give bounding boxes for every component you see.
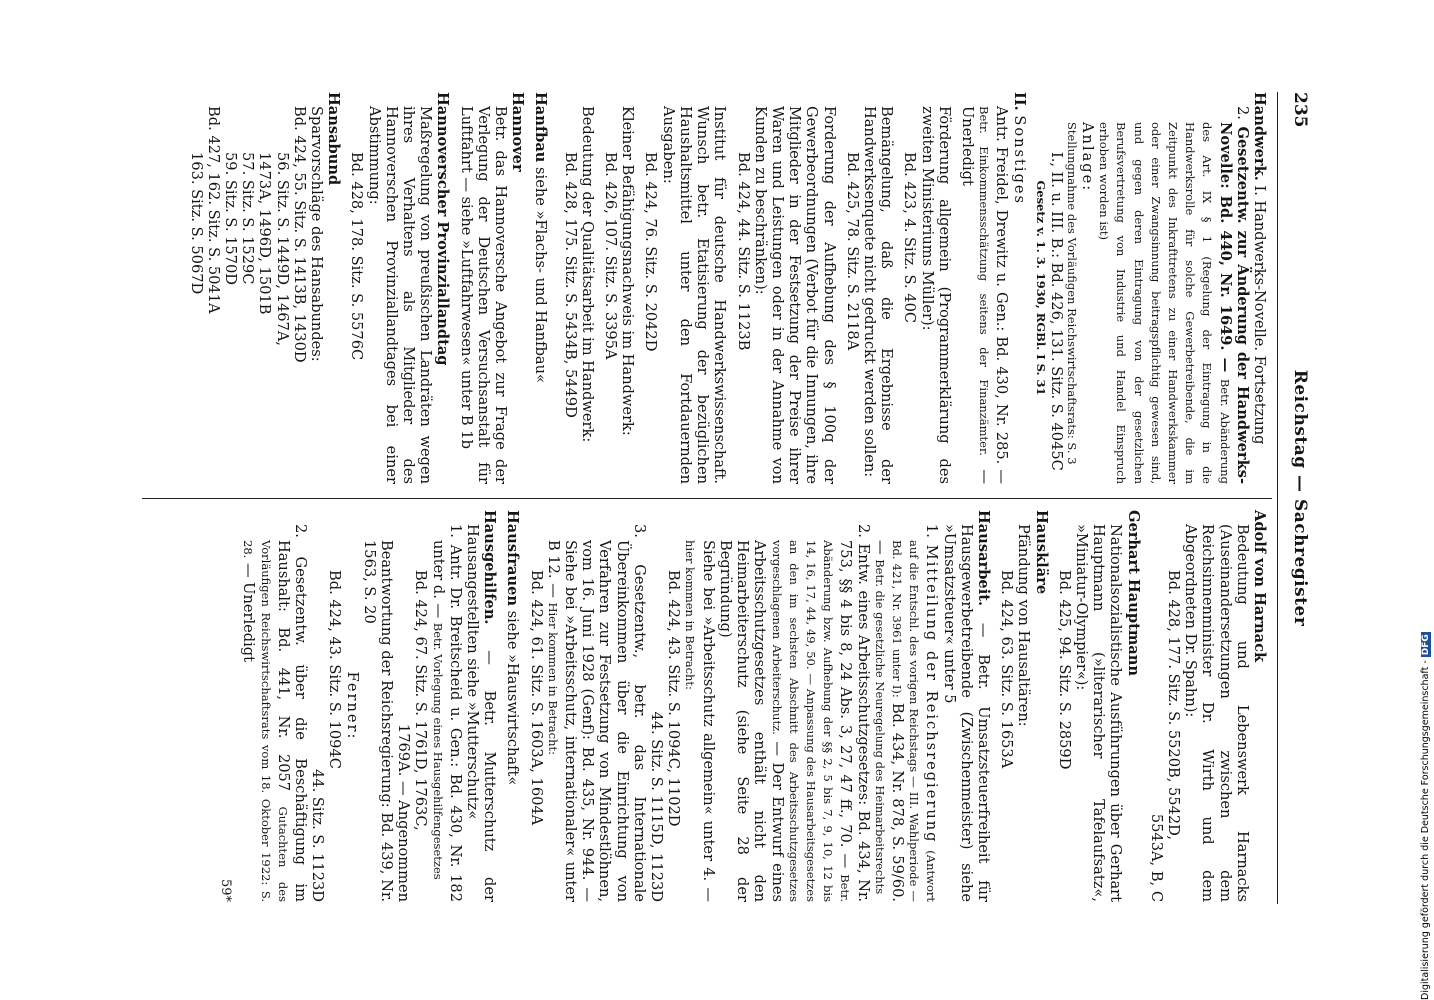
item-text: Gesetzentw. zur Änderung der Handwerks-Novelle: Bd. 440, Nr. 1649. — [1216, 122, 1251, 484]
item-ref: 44. Sitz. S. 1115D, 1123D [648, 711, 666, 902]
signature-mark: 59* [218, 878, 234, 902]
entry-ref: Bd. 427, 162. Sitz. S. 5041A [204, 106, 222, 314]
page-number: 235 [1290, 92, 1310, 128]
item-text: Entw. eines Arbeitsschutzgesetzes: Bd. 434, Nr. 753, §§ 4 bis 8, 24 Abs. 3, 27, 47 ff., 70. — [837, 540, 872, 902]
entry-ref: 56. Sitz. S. 1449D, 1467A, [273, 152, 291, 347]
subentry-ref: Bd. 428, 175. Sitz. S. 5434B, 5449D [561, 152, 579, 418]
anlage-note: Stellungnahme des Vorläufigen Reichswirtschaftsrats: S. 3 [1064, 122, 1079, 465]
subentry-text: Forderung der Aufhebung des § 100q der Gewerbeordnungen (Verbot für die Innungen, ihre Mitglieder in der Festsetzung der Preise ihrer Waren und Leistungen oder in der Annahme von Kunden zu beschränken): [751, 106, 838, 484]
subentry-ref: Bd. 424, 76. Sitz. S. 2042D [642, 152, 660, 352]
page-header [1280, 92, 1310, 904]
entry-text: Betr. das Hannoversche Angebot zur Frage der Verlegung der Deutschen Versuchsanstalt für Luftfahrt — siehe »Luftfahrwesen« unter B 1b [457, 106, 510, 484]
item-note: Betr. die gesetzliche Neuregelung des Heimarbeitsrechts [872, 559, 887, 895]
entry-text: — Betr. Mutterschutz der Hausangestellten siehe »Mutterschutz« [464, 524, 499, 902]
item-text: Antr. Dr. Breitscheid u. Gen.: Bd. 430, Nr. 182 unter d. — [429, 540, 464, 902]
entry-text: Sparvorschläge des Hansabundes: [308, 106, 326, 362]
subentry-text: Institut für deutsche Handwerkswissenschaft. Wunsch betr. Etatisierung der bezüglichen Haushaltsmittel unter den Fortdauernden Ausgaben: [659, 106, 729, 484]
item-note: Betr. Vorlegung eines Hausgehilfengesetzes [430, 622, 445, 880]
running-title: Reichstag — Sachregister [1290, 369, 1310, 627]
entry-head: Gerhart Hauptmann [1124, 510, 1142, 676]
column-divider [142, 498, 1272, 499]
rotated-page [110, 92, 1310, 904]
see-text: Siehe bei »Arbeitsschutz allgemein« unter 4. — [699, 540, 717, 902]
entry-ref: 59. Sitz. S. 1570D [222, 152, 240, 285]
item-number: 2. [292, 524, 310, 538]
entry-head: Hannover [509, 92, 527, 172]
entry-head: Hannoverscher Provinziallandtag [434, 92, 452, 366]
subentry-ref: Bd. 423, 4. Sitz. S. 40C [901, 152, 919, 324]
entry-head: Handwerk. [1251, 92, 1268, 181]
entry-head: Hausfrauen [504, 510, 522, 606]
item-text: Gesetzentw. über die Beschäftigung im Haushalt: Bd. 441, Nr. 2057 [274, 540, 310, 903]
ferner-label: Ferner: [343, 671, 361, 741]
item-text: Mitteilung der Reichsregierung [923, 544, 941, 844]
entry-text: siehe »Flachs- und Hanfbau« [532, 167, 550, 383]
item-number: 1. [446, 524, 464, 538]
dfg-credit-text: Digitalisierung gefördert durch die Deutsche Forschungsgemeinschaft - [1420, 660, 1431, 1000]
right-column [217, 510, 1268, 902]
subentry-text: Bedeutung der Qualitätsarbeit im Handwerk: [578, 106, 596, 443]
subentry-ref: Bd. 425, 78. Sitz. S. 2118A [843, 152, 861, 351]
section-number: II. [1010, 92, 1028, 111]
left-column [187, 92, 1268, 484]
entry-head: Hauskläre [1032, 510, 1050, 595]
item-ref: Bd. 424, 67. Sitz. S. 1761D, 1763C, [412, 570, 430, 831]
entry-ref: 1473A, 1496D, 1501B [256, 152, 274, 315]
item-ref: Bd. 434, Nr. 878, S. 59/60. — [871, 540, 906, 903]
antrag-status: — Unerledigt [958, 106, 994, 484]
entry-text: Nationalsozialistische Ausführungen über Gerhart Hauptmann (»literarischer Tafelaufsatz«, »Miniatur-Olympier«): [1072, 524, 1125, 902]
entry-ref: Bd. 428, 178. Sitz. S. 5576C [348, 152, 366, 361]
item-number: 2. [854, 524, 872, 538]
dfg-credit [1420, 632, 1431, 1000]
item-note: Betr. Abänderung des Art. IX § 1 (Regelung der Eintragung in die Handwerksrolle für solche Gewerbetreibende, die im Zeitpunkt des Inkrafttretens zu einer Handwerkskammer oder einer Zwangsinnung beitragspflichtig gewesen sind, und gegen deren Eintragung von der gesetzlichen Berufsvertretung von Industrie und Handel Einspruch erhoben worden ist) [1097, 122, 1232, 484]
subentry-text: Bemängelung, daß die Ergebnisse der Handwerksenquete nicht gedruckt werden sollen: [860, 106, 896, 484]
anlage-label: Anlage: [1078, 122, 1096, 193]
item-text: Gesetzentw., betr. das Internationale Übereinkommen über die Einrichtung von Verfahren zur Festsetzung von Mindestlöhnen, vom 16. Juni 1928 (Genf): Bd. 435, Nr. 944. — Siehe bei »Arbeitsschutz, internationaler« unter B 12. — [544, 540, 648, 902]
item-text: — Der Entwurf eines Arbeitsschutzgesetzes enthält nicht den Heimarbeiterschutz (siehe Seite 28 der Begründung) [716, 540, 786, 903]
item-note: (Antwort auf die Entschl. des vorigen Reichstags — III. Wahlperiode — Bd. 421, Nr. 3961 unter I): [889, 540, 939, 903]
entry-ref: 57. Sitz. S. 1529C [239, 152, 257, 285]
entry-text: Bedeutung und Lebenswerk Harnacks (Auseinandersetzungen zwischen dem Reichsinnenminister Dr. Wirth und dem Abgeordneten Dr. Spahn): [1182, 524, 1251, 902]
item-note: Gutachten des Vorläufigen Reichswirtschaftsrats vom 18. Oktober 1922: S. 28. [241, 540, 290, 902]
entry-head: Hausarbeit. [974, 510, 992, 607]
item-ref: Bd. 424, 43. Sitz. S. 1094C [326, 570, 344, 769]
entry-ref: 5543A, B, C [1147, 813, 1165, 902]
entry-head: Adolf von Harnack [1251, 510, 1268, 663]
lesung-ref: I., II. u. III. B.: Bd. 426, 131. Sitz. S. 4045C [1047, 152, 1065, 471]
entry-ref: Bd. 425, 94. Sitz. S. 2859D [1055, 570, 1073, 770]
item-note: Betr. Abänderung bzw. Aufhebung der §§ 2, 5 bis 7, 9, 10, 12 bis 14, 16, 17, 44, 49, 50. — Anpassung des Hausarbeitsgesetzes an den im sechsten Abschnitt des Arbeitsschutzgesetzes vorgeschlagenen Arbeiterschutz. [769, 540, 853, 902]
item-ref: Bd. 424, 43. Sitz. S. 1094C, 1102D [665, 570, 683, 827]
subentry-ref: Bd. 426, 107. Sitz. S. 3395A [602, 152, 620, 360]
item-number: 2. [1233, 106, 1251, 120]
entry-text: siehe »Hauswirtschaft« [504, 610, 522, 786]
item-status: — Unerledigt [240, 562, 258, 663]
entry-text: Pfändung von Hausaltären: [1015, 524, 1033, 727]
entry-text: — Betr. Umsatzsteuerfreiheit für Hausgewerbetreibende (Zwischenmeister) siehe »Umsatzsteuer« unter 5 [940, 524, 992, 902]
item-number: 3. [630, 524, 648, 538]
dfg-logo: DFG [1421, 634, 1431, 656]
antrag-text: Antr. Freidel, Drewitz u. Gen.: Bd. 430, Nr. 285. — [993, 106, 1011, 484]
entry-text: I. Handwerks-Novelle. Fortsetzung [1251, 185, 1268, 445]
see-note: hier kommen in Betracht: [683, 540, 698, 690]
item-note: Hier kommen in Betracht: [545, 602, 560, 756]
item-ref: 44. Sitz. S. 1123D [309, 769, 327, 902]
subentry-text: Förderung allgemein (Programmerklärung des zweiten Ministeriums Müller): [918, 106, 953, 484]
gesetz-ref: Gesetz v. 1. 3. 1930, RGBl. I S. 31 [1033, 180, 1048, 396]
antrag-note: Betr. Einkommensschätzung seitens der Finanzämter. [977, 106, 992, 456]
entry-ref: Bd. 428, 177. Sitz. S. 5520B, 5542D, [1164, 570, 1182, 840]
entry-head: Hansabund [325, 92, 343, 186]
entry-ref: Bd. 424, 63. Sitz. S. 1653A [998, 570, 1016, 769]
item-number: 1. [923, 524, 941, 538]
entry-head: Hanfbau [532, 92, 550, 163]
subentry-text: Kleiner Befähigungsnachweis im Handwerk: [619, 106, 637, 436]
entry-head: Hausgehilfen. [481, 510, 499, 625]
header-rule [1277, 92, 1278, 904]
entry-ref: Bd. 424, 55. Sitz. S. 1413B, 1430D [290, 106, 308, 363]
item-ref: 1769A. — Angenommen [395, 723, 413, 902]
item-ref: Bd. 424, 61. Sitz. S. 1603A, 1604A [527, 570, 545, 826]
section-label: Sonstiges [1010, 115, 1028, 206]
subentry-ref: Bd. 424, 44. Sitz. S. 1123B [734, 152, 752, 351]
answer-text: Beantwortung der Reichsregierung: Bd. 439, Nr. 1563, S. 20 [360, 540, 396, 902]
entry-text: Maßregelung von preußischen Landräten wegen ihres Verhaltens als Mitglieder des Hannoverschen Provinziallandtages bei einer Abstimmung: [365, 106, 435, 484]
entry-ref: 163. Sitz. S. 5067D [187, 152, 205, 295]
